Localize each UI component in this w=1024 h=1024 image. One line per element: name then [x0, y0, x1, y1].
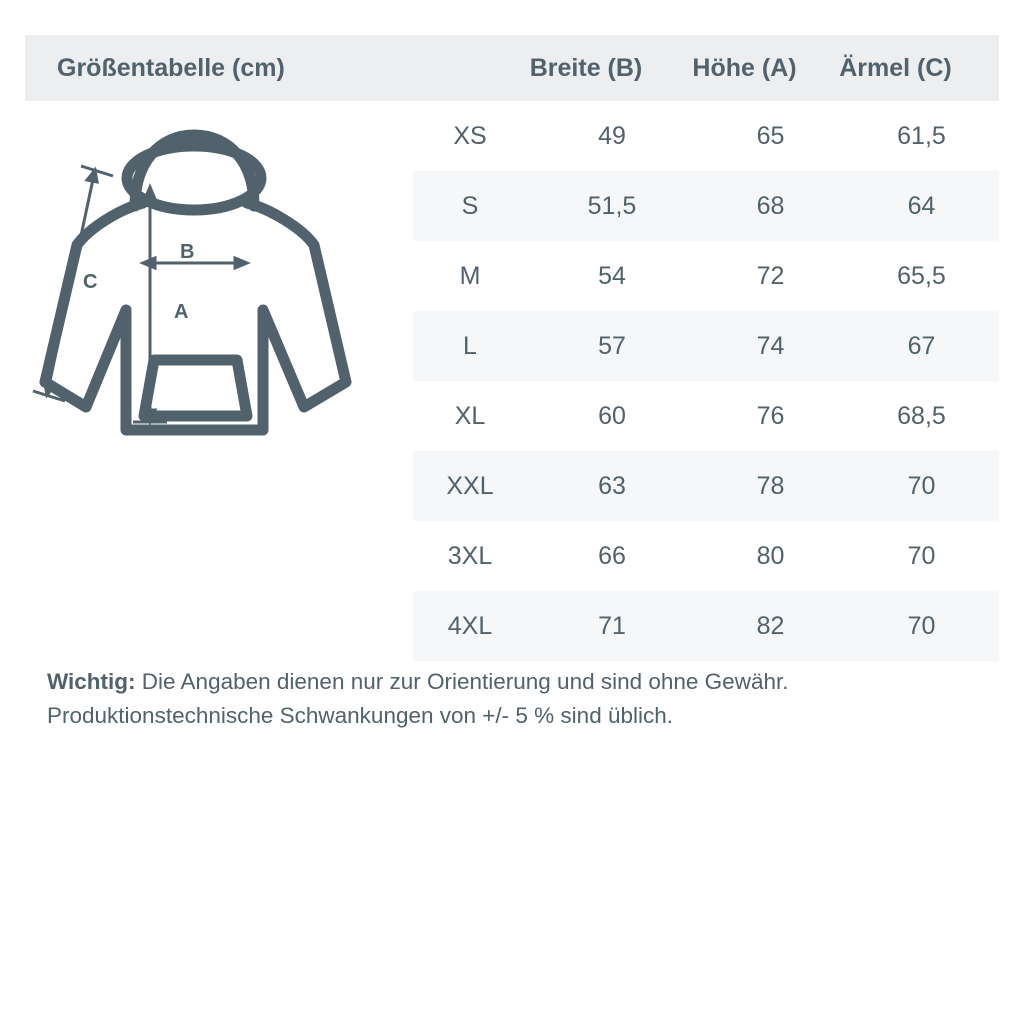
cell-width: 49	[598, 121, 626, 150]
table-row	[413, 241, 999, 311]
cell-size: 3XL	[447, 541, 493, 570]
header-column-group	[501, 54, 999, 83]
cell-sleeve: 70	[844, 591, 999, 661]
footnote	[47, 665, 997, 733]
cell-sleeve: 70	[907, 541, 936, 570]
label-b: B	[180, 241, 195, 263]
table-row	[413, 311, 999, 381]
cell-width: 54	[598, 261, 626, 290]
cell-height: 65	[756, 121, 785, 150]
column-header-height: Höhe (A)	[692, 53, 797, 82]
cell-sleeve: 61,5	[897, 121, 946, 150]
size-table	[413, 101, 999, 661]
footnote-lead	[47, 669, 136, 694]
table-row	[413, 591, 999, 661]
cell-sleeve: 65,5	[897, 261, 946, 290]
cell-width: 51,5	[527, 171, 697, 241]
label-a: A	[174, 301, 189, 323]
cell-height: 72	[756, 261, 785, 290]
cell-height: 68	[697, 171, 844, 241]
cell-height: 76	[756, 401, 785, 430]
page-title: Größentabelle (cm)	[57, 53, 285, 82]
size-table-body	[413, 101, 999, 661]
cell-size: M	[459, 261, 481, 290]
table-header	[25, 35, 999, 101]
cell-sleeve: 67	[844, 311, 999, 381]
table-row	[413, 101, 999, 171]
footnote-line-2: Produktionstechnische Schwankungen von +/- 5 % sind üblich.	[47, 703, 674, 728]
cell-width: 71	[527, 591, 697, 661]
cell-width: 63	[527, 451, 697, 521]
table-row	[413, 381, 999, 451]
cell-width: 66	[598, 541, 626, 570]
table-row	[413, 521, 999, 591]
cell-width: 60	[598, 401, 626, 430]
cell-height: 78	[697, 451, 844, 521]
column-header-width: Breite (B)	[529, 53, 643, 82]
footnote-lead-text: Wichtig:	[47, 669, 136, 694]
cell-size: S	[413, 171, 527, 241]
cell-height: 80	[756, 541, 785, 570]
cell-size: XS	[453, 121, 487, 150]
cell-height: 82	[697, 591, 844, 661]
cell-size: L	[413, 311, 527, 381]
cell-size: XXL	[413, 451, 527, 521]
cell-sleeve: 64	[844, 171, 999, 241]
footnote-line-1: Die Angaben dienen nur zur Orientierung und sind ohne Gewähr.	[135, 669, 789, 694]
table-row	[413, 171, 999, 241]
cell-width: 57	[527, 311, 697, 381]
hoodie-illustration	[25, 110, 413, 650]
cell-size: XL	[454, 401, 486, 430]
cell-size: 4XL	[413, 591, 527, 661]
label-c: C	[83, 271, 98, 293]
cell-height: 74	[697, 311, 844, 381]
table-row	[413, 451, 999, 521]
cell-sleeve: 70	[844, 451, 999, 521]
column-header-sleeve: Ärmel (C)	[839, 53, 952, 82]
cell-sleeve: 68,5	[897, 401, 946, 430]
